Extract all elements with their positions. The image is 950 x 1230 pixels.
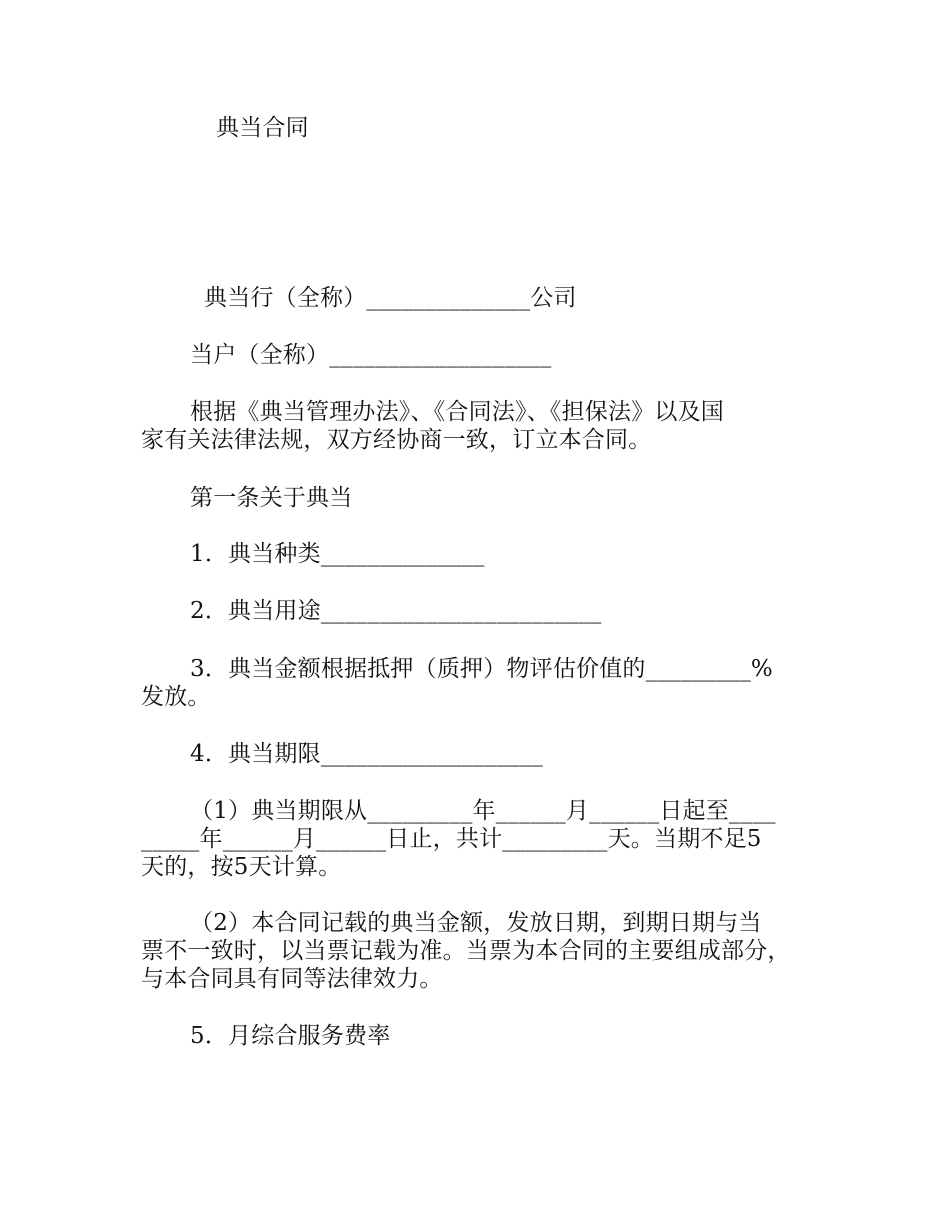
item-4-2-line-1: （2）本合同记载的典当金额，发放日期，到期日期与当 <box>190 910 762 936</box>
item-3-line-2: 发放。 <box>141 684 211 710</box>
item-4-2-line-2: 票不一致时，以当票记载为准。当票为本合同的主要组成部分， <box>141 938 791 964</box>
item-4-pawn-term: 4．典当期限___________________ <box>190 741 544 767</box>
item-2-pawn-purpose: 2．典当用途________________________ <box>190 598 602 624</box>
item-4-2-line-3: 与本合同具有同等法律效力。 <box>141 966 443 992</box>
article-1-heading: 第一条关于典当 <box>190 485 353 511</box>
item-4-1-line-2: _____年______月______日止，共计_________天。当期不足5 <box>141 826 762 852</box>
item-5-service-fee-rate: 5．月综合服务费率 <box>190 1023 391 1049</box>
pawnshop-name-line: 典当行（全称）______________公司 <box>204 285 577 311</box>
item-4-1-line-3: 天的，按5天计算。 <box>141 854 342 880</box>
item-3-pawn-amount <box>0 655 950 711</box>
preamble-line-1: 根据《典当管理办法》、《合同法》、《担保法》以及国 <box>190 399 724 425</box>
item-3-line-1: 3．典当金额根据抵押（质押）物评估价值的_________% <box>190 656 773 682</box>
preamble-line-2: 家有关法律法规，双方经协商一致，订立本合同。 <box>141 427 652 453</box>
document-title: 典当合同 <box>216 115 309 141</box>
item-4-1-line-1: （1）典当期限从_________年______月______日起至____ <box>190 798 776 824</box>
item-4-1-term-period <box>0 797 950 881</box>
item-1-pawn-type: 1．典当种类______________ <box>190 541 485 567</box>
preamble-paragraph <box>0 398 950 454</box>
pawner-name-line: 当户（全称）___________________ <box>190 342 552 368</box>
item-4-2-ticket-precedence <box>0 909 950 993</box>
